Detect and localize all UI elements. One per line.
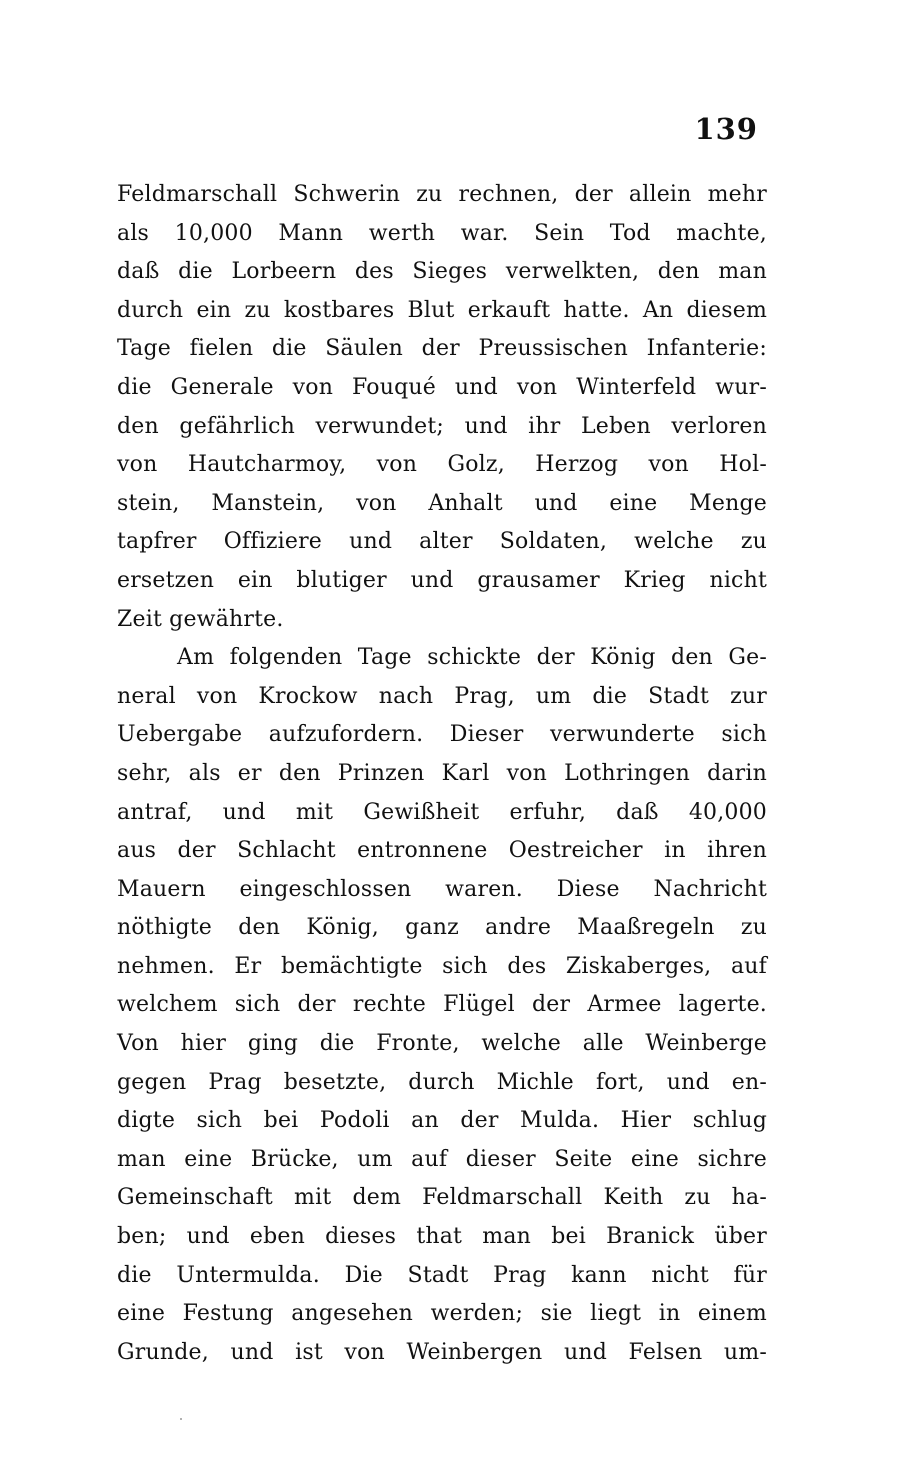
text-line: eine Festung angesehen werden; sie liegt in einem (117, 1301, 767, 1327)
text-line: sehr, als er den Prinzen Karl von Lothringen darin (117, 760, 767, 786)
text-line: Grunde, und ist von Weinbergen und Felsen um- (117, 1339, 767, 1365)
text-line: den gefährlich verwundet; und ihr Leben verloren (117, 413, 767, 439)
text-line: aus der Schlacht entronnene Oestreicher in ihren (117, 838, 767, 864)
text-line: Zeit gewährte. (117, 606, 284, 632)
text-line: Am folgenden Tage schickte der König den Ge- (177, 645, 767, 671)
text-line: nehmen. Er bemächtigte sich des Ziskaberges, auf (117, 953, 767, 979)
text-line: daß die Lorbeern des Sieges verwelkten, den man (117, 259, 767, 285)
text-line: ersetzen ein blutiger und grausamer Krieg nicht (117, 567, 767, 593)
page-number: 139 (694, 112, 758, 146)
text-line: nöthigte den König, ganz andre Maaßregeln zu (117, 915, 767, 941)
text-line: die Generale von Fouqué und von Winterfeld wur- (117, 374, 767, 400)
paragraph-2 (117, 639, 767, 1372)
text-line: Uebergabe aufzufordern. Dieser verwunderte sich (117, 722, 767, 748)
text-line: antraf, und mit Gewißheit erfuhr, daß 40,000 (117, 799, 767, 825)
body-text (117, 176, 767, 1372)
text-line: tapfrer Offiziere und alter Soldaten, welche zu (117, 529, 767, 555)
text-line: Gemeinschaft mit dem Feldmarschall Keith zu ha- (117, 1185, 767, 1211)
text-line: man eine Brücke, um auf dieser Seite eine sichre (117, 1146, 767, 1172)
text-line: gegen Prag besetzte, durch Michle fort, und en- (117, 1069, 767, 1095)
text-line: Von hier ging die Fronte, welche alle Weinberge (117, 1031, 767, 1057)
text-line: Feldmarschall Schwerin zu rechnen, der allein mehr (117, 182, 767, 207)
text-line: neral von Krockow nach Prag, um die Stadt zur (117, 683, 767, 709)
paper-speck (180, 1418, 182, 1420)
text-line: durch ein zu kostbares Blut erkauft hatte. An diesem (117, 297, 767, 323)
text-line: ben; und eben dieses that man bei Branick über (117, 1224, 767, 1250)
text-line: als 10,000 Mann werth war. Sein Tod machte, (117, 220, 767, 246)
text-line: welchem sich der rechte Flügel der Armee lagerte. (117, 992, 767, 1018)
text-line: von Hautcharmoy, von Golz, Herzog von Hol- (117, 452, 767, 478)
paragraph-1 (117, 176, 767, 639)
text-line: die Untermulda. Die Stadt Prag kann nicht für (117, 1262, 767, 1288)
text-line: stein, Manstein, von Anhalt und eine Menge (117, 490, 767, 516)
text-line: Tage fielen die Säulen der Preussischen Infanterie: (117, 336, 767, 362)
text-line: Mauern eingeschlossen waren. Diese Nachricht (117, 876, 767, 902)
text-line: digte sich bei Podoli an der Mulda. Hier schlug (117, 1108, 767, 1134)
